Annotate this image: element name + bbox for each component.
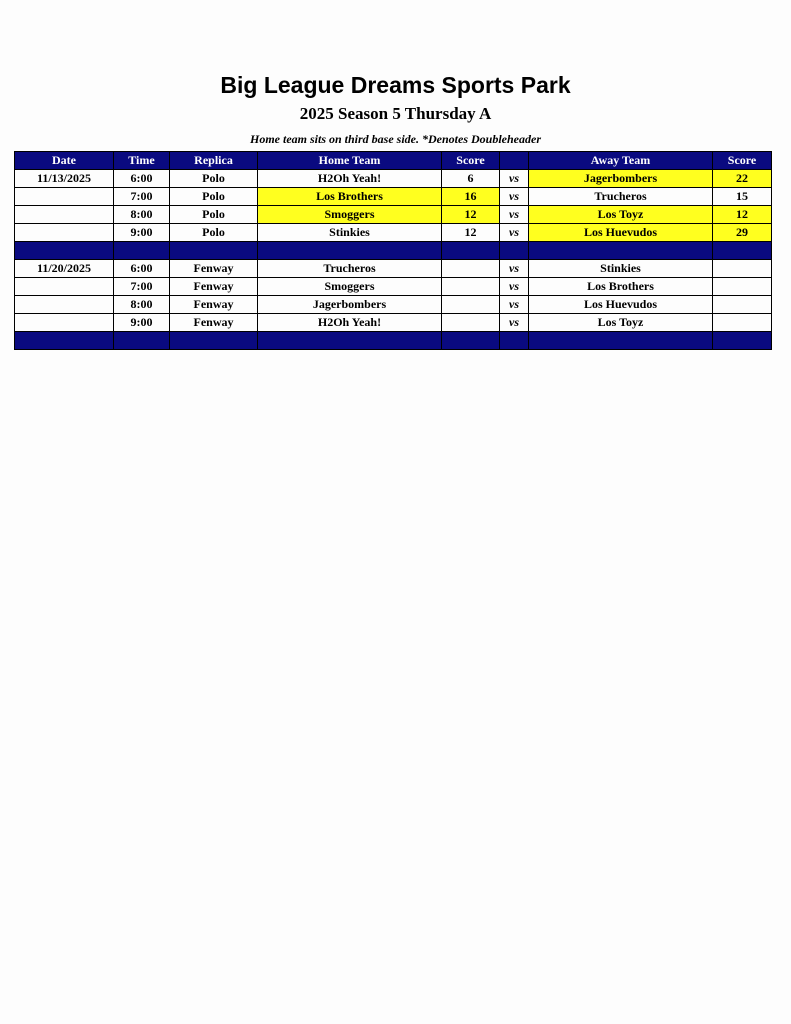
col-header-away-score: Score: [713, 152, 772, 170]
field-cell: Fenway: [170, 260, 258, 278]
schedule-table: [14, 151, 772, 350]
time-cell: 6:00: [114, 170, 170, 188]
away-score-cell: 29: [713, 224, 772, 242]
table-row: [15, 278, 772, 296]
vs-cell: vs: [500, 188, 529, 206]
table-row: [15, 224, 772, 242]
time-cell: 9:00: [114, 224, 170, 242]
away-team-cell: Los Toyz: [529, 314, 713, 332]
separator-cell: [15, 242, 114, 260]
home-score-cell: [442, 314, 500, 332]
time-cell: 7:00: [114, 188, 170, 206]
date-cell: [15, 206, 114, 224]
away-score-cell: 22: [713, 170, 772, 188]
separator-cell: [170, 242, 258, 260]
away-score-cell: [713, 278, 772, 296]
season-subtitle: 2025 Season 5 Thursday A: [299, 104, 492, 123]
time-cell: 9:00: [114, 314, 170, 332]
date-cell: [15, 188, 114, 206]
table-row: [15, 260, 772, 278]
away-score-cell: [713, 260, 772, 278]
date-cell: [15, 296, 114, 314]
home-team-cell: H2Oh Yeah!: [258, 170, 442, 188]
page-title: Big League Dreams Sports Park: [220, 72, 571, 98]
home-team-cell: H2Oh Yeah!: [258, 314, 442, 332]
home-score-cell: 12: [442, 206, 500, 224]
home-score-cell: 12: [442, 224, 500, 242]
separator-cell: [114, 332, 170, 350]
away-team-cell: Jagerbombers: [529, 170, 713, 188]
vs-cell: vs: [500, 278, 529, 296]
separator-cell: [170, 332, 258, 350]
field-cell: Polo: [170, 224, 258, 242]
date-cell: 11/13/2025: [15, 170, 114, 188]
vs-cell: vs: [500, 296, 529, 314]
date-cell: [15, 314, 114, 332]
away-score-cell: [713, 314, 772, 332]
home-score-cell: [442, 260, 500, 278]
header-row: [15, 152, 772, 170]
home-team-cell: Trucheros: [258, 260, 442, 278]
home-score-cell: 16: [442, 188, 500, 206]
vs-cell: vs: [500, 314, 529, 332]
away-team-cell: Stinkies: [529, 260, 713, 278]
date-cell: [15, 224, 114, 242]
date-cell: [15, 278, 114, 296]
away-score-cell: 15: [713, 188, 772, 206]
field-cell: Fenway: [170, 314, 258, 332]
separator-cell: [529, 242, 713, 260]
home-team-cell: Los Brothers: [258, 188, 442, 206]
table-row: [15, 296, 772, 314]
separator-cell: [258, 242, 442, 260]
separator-cell: [529, 332, 713, 350]
away-score-cell: 12: [713, 206, 772, 224]
home-score-cell: [442, 296, 500, 314]
away-score-cell: [713, 296, 772, 314]
home-score-cell: [442, 278, 500, 296]
time-cell: 8:00: [114, 296, 170, 314]
away-team-cell: Los Huevudos: [529, 224, 713, 242]
col-header-vs: [500, 152, 529, 170]
separator-cell: [442, 242, 500, 260]
time-cell: 6:00: [114, 260, 170, 278]
col-header-away-team: Away Team: [529, 152, 713, 170]
field-cell: Polo: [170, 206, 258, 224]
time-cell: 7:00: [114, 278, 170, 296]
table-row: [15, 170, 772, 188]
vs-cell: vs: [500, 224, 529, 242]
field-cell: Polo: [170, 170, 258, 188]
schedule-body: [15, 170, 772, 350]
home-score-cell: 6: [442, 170, 500, 188]
field-cell: Polo: [170, 188, 258, 206]
home-team-cell: Smoggers: [258, 206, 442, 224]
vs-cell: vs: [500, 170, 529, 188]
note-text: Home team sits on third base side. *Denotes Doubleheader: [250, 132, 541, 146]
time-cell: 8:00: [114, 206, 170, 224]
vs-cell: vs: [500, 206, 529, 224]
col-header-home-score: Score: [442, 152, 500, 170]
date-cell: 11/20/2025: [15, 260, 114, 278]
separator-cell: [500, 242, 529, 260]
away-team-cell: Los Brothers: [529, 278, 713, 296]
home-team-cell: Smoggers: [258, 278, 442, 296]
table-row: [15, 188, 772, 206]
vs-cell: vs: [500, 260, 529, 278]
separator-cell: [15, 332, 114, 350]
table-row: [15, 314, 772, 332]
away-team-cell: Los Huevudos: [529, 296, 713, 314]
field-cell: Fenway: [170, 278, 258, 296]
separator-cell: [713, 332, 772, 350]
separator-cell: [500, 332, 529, 350]
separator-cell: [442, 332, 500, 350]
away-team-cell: Trucheros: [529, 188, 713, 206]
separator-cell: [713, 242, 772, 260]
separator-cell: [114, 242, 170, 260]
week-separator-row: [15, 332, 772, 350]
away-team-cell: Los Toyz: [529, 206, 713, 224]
separator-cell: [258, 332, 442, 350]
col-header-date: Date: [15, 152, 114, 170]
col-header-home-team: Home Team: [258, 152, 442, 170]
col-header-time: Time: [114, 152, 170, 170]
week-separator-row: [15, 242, 772, 260]
table-row: [15, 206, 772, 224]
home-team-cell: Jagerbombers: [258, 296, 442, 314]
field-cell: Fenway: [170, 296, 258, 314]
col-header-replica: Replica: [170, 152, 258, 170]
home-team-cell: Stinkies: [258, 224, 442, 242]
